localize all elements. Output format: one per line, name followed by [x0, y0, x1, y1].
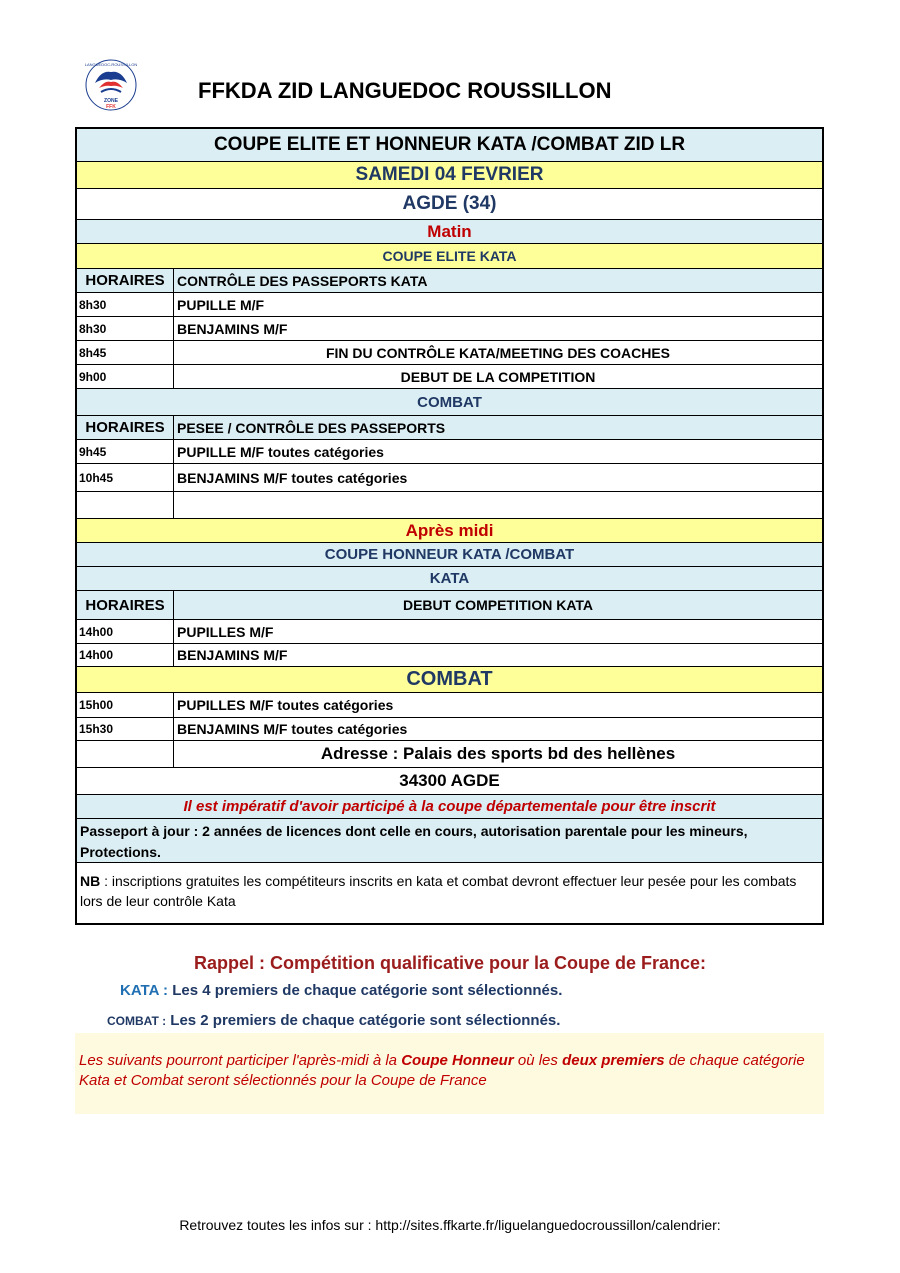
afternoon-label: Après midi: [77, 519, 822, 543]
table-row: [77, 464, 822, 492]
time-cell: 14h00: [77, 620, 174, 643]
nb-note: [77, 863, 822, 923]
kata-header-row: [77, 269, 822, 293]
footer-info: Retrouvez toutes les infos sur : http://sites.ffkarte.fr/liguelanguedocroussillon/calendrier:: [179, 1217, 721, 1233]
registration-warning: Il est impératif d'avoir participé à la coupe départementale pour être inscrit: [77, 795, 822, 819]
table-row: [77, 620, 822, 644]
time-cell: 14h00: [77, 644, 174, 666]
note-text: Les suivants pourront participer l'après-midi à la: [79, 1052, 402, 1069]
time-cell: 9h00: [77, 365, 174, 388]
desc-cell: PUPILLES M/F toutes catégories: [177, 697, 394, 713]
desc-cell: PUPILLES M/F: [177, 623, 274, 640]
empty-row: [77, 492, 822, 519]
event-location: AGDE (34): [77, 189, 822, 220]
table-row: [77, 693, 822, 718]
time-cell: 8h45: [77, 341, 174, 364]
note-text: de chaque catégorie Kata et Combat seront sélectionnés pour la Coupe de France: [79, 1052, 805, 1089]
schedule-table: [75, 127, 824, 925]
address-text: Adresse : Palais des sports bd des hellènes: [320, 744, 676, 763]
table-row: [77, 365, 822, 389]
kata-selection-line: [120, 982, 562, 999]
time-cell: 15h30: [77, 718, 174, 740]
postcode-row: 34300 AGDE: [77, 768, 822, 795]
address-row: [77, 741, 822, 768]
horaires-header: HORAIRES: [77, 591, 174, 619]
ffk-zone-logo: [81, 58, 141, 112]
time-cell: 10h45: [77, 464, 174, 491]
honneur-note: [75, 1033, 824, 1114]
time-cell: [77, 492, 174, 518]
desc-cell: [174, 492, 822, 518]
horaires-header: HORAIRES: [77, 416, 174, 439]
nb-label: NB: [80, 873, 101, 889]
event-title: COUPE ELITE ET HONNEUR KATA /COMBAT ZID LR: [77, 129, 822, 162]
note-text: où les: [513, 1052, 563, 1069]
afternoon-kata-header-row: [77, 591, 822, 620]
morning-combat-section: COMBAT: [77, 389, 822, 416]
desc-cell: PUPILLE M/F: [177, 296, 265, 313]
desc-cell: FIN DU CONTRÔLE KATA/MEETING DES COACHES: [325, 344, 671, 361]
table-row: [77, 440, 822, 464]
desc-cell: BENJAMINS M/F: [177, 647, 288, 663]
event-date: SAMEDI 04 FEVRIER: [77, 162, 822, 189]
afternoon-kata-section: KATA: [77, 567, 822, 591]
combat-selection-label: COMBAT :: [107, 1014, 167, 1028]
weigh-in-header: PESEE / CONTRÔLE DES PASSEPORTS: [177, 419, 446, 436]
passport-requirements: Passeport à jour : 2 années de licences dont celle en cours, autorisation parentale pour les mineurs, Protections.: [77, 819, 822, 863]
svg-text:ZONE: ZONE: [104, 98, 118, 104]
morning-label: Matin: [77, 220, 822, 244]
combat-selection-text: Les 2 premiers de chaque catégorie sont sélectionnés.: [170, 1012, 561, 1029]
desc-cell: BENJAMINS M/F toutes catégories: [177, 469, 408, 486]
afternoon-combat-section: COMBAT: [77, 667, 822, 693]
rappel-title: Rappel : Compétition qualificative pour la Coupe de France:: [193, 953, 707, 973]
document-title: FFKDA ZID LANGUEDOC ROUSSILLON: [198, 78, 612, 103]
table-row: [77, 317, 822, 341]
time-cell: 8h30: [77, 317, 174, 340]
time-cell: 8h30: [77, 293, 174, 316]
desc-cell: BENJAMINS M/F: [177, 320, 288, 337]
horaires-header: HORAIRES: [77, 269, 174, 292]
svg-text:LANGUEDOC-ROUSSILLON: LANGUEDOC-ROUSSILLON: [84, 62, 138, 67]
table-row: [77, 293, 822, 317]
time-cell: [77, 741, 174, 767]
table-row: [77, 341, 822, 365]
nb-text: : inscriptions gratuites les compétiteurs inscrits en kata et combat devront effectuer leur pesée pour les combats lors de leur contrôle Kata: [80, 873, 797, 909]
note-coupe-honneur: Coupe Honneur: [401, 1052, 514, 1069]
note-deux-premiers: deux premiers: [562, 1052, 665, 1069]
desc-cell: PUPILLE M/F toutes catégories: [177, 443, 384, 460]
desc-cell: BENJAMINS M/F toutes catégories: [177, 721, 408, 737]
desc-cell: DEBUT DE LA COMPETITION: [400, 368, 596, 385]
svg-text:FFK: FFK: [106, 104, 116, 110]
time-cell: 15h00: [77, 693, 174, 717]
kata-selection-text: Les 4 premiers de chaque catégorie sont sélectionnés.: [172, 982, 563, 999]
elite-kata-section: COUPE ELITE KATA: [77, 244, 822, 269]
time-cell: 9h45: [77, 440, 174, 463]
combat-selection-line: [107, 1012, 560, 1029]
kata-selection-label: KATA :: [120, 982, 169, 999]
table-row: [77, 718, 822, 741]
kata-control-header: CONTRÔLE DES PASSEPORTS KATA: [177, 272, 428, 289]
table-row: [77, 644, 822, 667]
kata-start-header: DEBUT COMPETITION KATA: [402, 597, 594, 613]
combat-header-row: [77, 416, 822, 440]
honneur-cup-section: COUPE HONNEUR KATA /COMBAT: [77, 543, 822, 567]
